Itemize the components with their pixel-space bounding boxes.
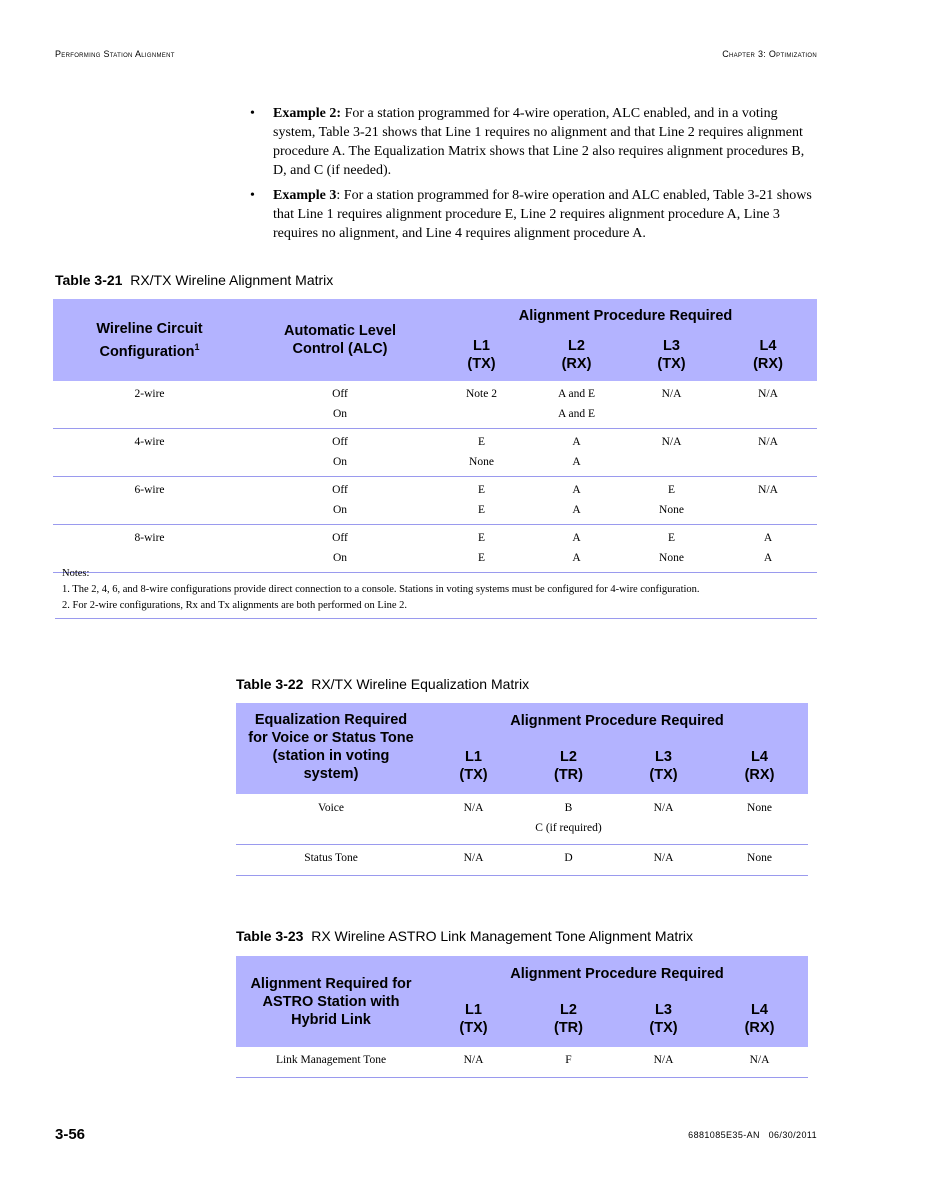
table-row: Status Tone N/A D N/A None	[236, 845, 808, 876]
header-l3: L3 (TX)	[624, 329, 719, 381]
bullet-bold: Example 2:	[273, 106, 342, 121]
table-3-23	[236, 956, 808, 1078]
running-header-right: Chapter 3: Optimization	[722, 49, 817, 59]
table-number: Table 3-21	[55, 272, 123, 288]
table-row: 8-wire Off On E E A A E None A A	[53, 525, 817, 573]
page-number: 3-56	[55, 1126, 86, 1143]
running-header-left: Performing Station Alignment	[55, 49, 175, 59]
table-3-22	[236, 703, 808, 876]
notes-label: Notes:	[62, 568, 90, 579]
table-caption	[236, 928, 693, 944]
doc-number-date: 6881085E35-AN 06/30/2011	[688, 1130, 817, 1140]
header-equalization: Equalization Required for Voice or Status Tone (station in voting system)	[236, 703, 426, 794]
bullet-dot: •	[250, 106, 255, 121]
example-bullets	[250, 104, 820, 249]
bullet-dot: •	[250, 188, 255, 203]
table-caption	[236, 676, 529, 692]
table-row: 2-wire Off On Note 2 A and E A and E N/A N/A	[53, 381, 817, 429]
header-l1: L1 (TX)	[426, 737, 521, 794]
header-config: Wireline Circuit Configuration$^1$	[53, 299, 246, 381]
bullet-example-2	[250, 104, 820, 180]
header-group: Alignment Procedure Required	[434, 299, 817, 329]
note-1: 1. The 2, 4, 6, and 8-wire configurations provide direct connection to a console. Stations in voting systems must be configured for 4-wire configuration.	[62, 584, 700, 595]
bullet-text: For a station programmed for 4-wire operation, ALC enabled, and in a voting system, Table 3-21 shows that Line 1 requires no alignment and that Line 2 requires alignment procedure A. The Equalization Matrix shows that Line 2 also requires alignment procedures B, D, and C (if needed).	[273, 106, 805, 178]
header-l4: L4 (RX)	[719, 329, 817, 381]
header-l1: L1 (TX)	[426, 990, 521, 1047]
header-group: Alignment Procedure Required	[426, 956, 808, 990]
header-l2: L2 (TR)	[521, 737, 616, 794]
header-l4: L4 (RX)	[711, 737, 808, 794]
table-caption	[55, 272, 333, 288]
header-l1: L1 (TX)	[434, 329, 529, 381]
table-notes	[55, 566, 817, 619]
header-l4: L4 (RX)	[711, 990, 808, 1047]
table-title: RX Wireline ASTRO Link Management Tone Alignment Matrix	[311, 928, 694, 944]
header-alignment-astro: Alignment Required for ASTRO Station with Hybrid Link	[236, 956, 426, 1047]
table-row: 6-wire Off On E E A A E None N/A	[53, 477, 817, 525]
table-number: Table 3-23	[236, 928, 304, 944]
header-l3: L3 (TX)	[616, 990, 711, 1047]
bullet-text: : For a station programmed for 8-wire operation and ALC enabled, Table 3-21 shows that Line 1 requires alignment procedure E, Line 2 requires alignment procedure A, Line 3 requires no alignment, and Line 4 requires alignment procedure A.	[273, 188, 812, 241]
header-group: Alignment Procedure Required	[426, 703, 808, 737]
bullet-example-3	[250, 186, 820, 243]
note-2: 2. For 2-wire configurations, Rx and Tx alignments are both performed on Line 2.	[62, 600, 408, 611]
header-l3: L3 (TX)	[616, 737, 711, 794]
table-row: Voice N/A B C (if required) N/A None	[236, 794, 808, 845]
bullet-bold: Example 3	[273, 188, 337, 203]
header-l2: L2 (RX)	[529, 329, 624, 381]
table-number: Table 3-22	[236, 676, 304, 692]
table-title: RX/TX Wireline Alignment Matrix	[130, 272, 334, 288]
table-row: 4-wire Off On E None A A N/A N/A	[53, 429, 817, 477]
header-alc: Automatic Level Control (ALC)	[246, 299, 434, 381]
table-row: Link Management Tone N/A F N/A N/A	[236, 1047, 808, 1078]
header-l2: L2 (TR)	[521, 990, 616, 1047]
table-3-21	[53, 299, 817, 573]
table-title: RX/TX Wireline Equalization Matrix	[311, 676, 530, 692]
